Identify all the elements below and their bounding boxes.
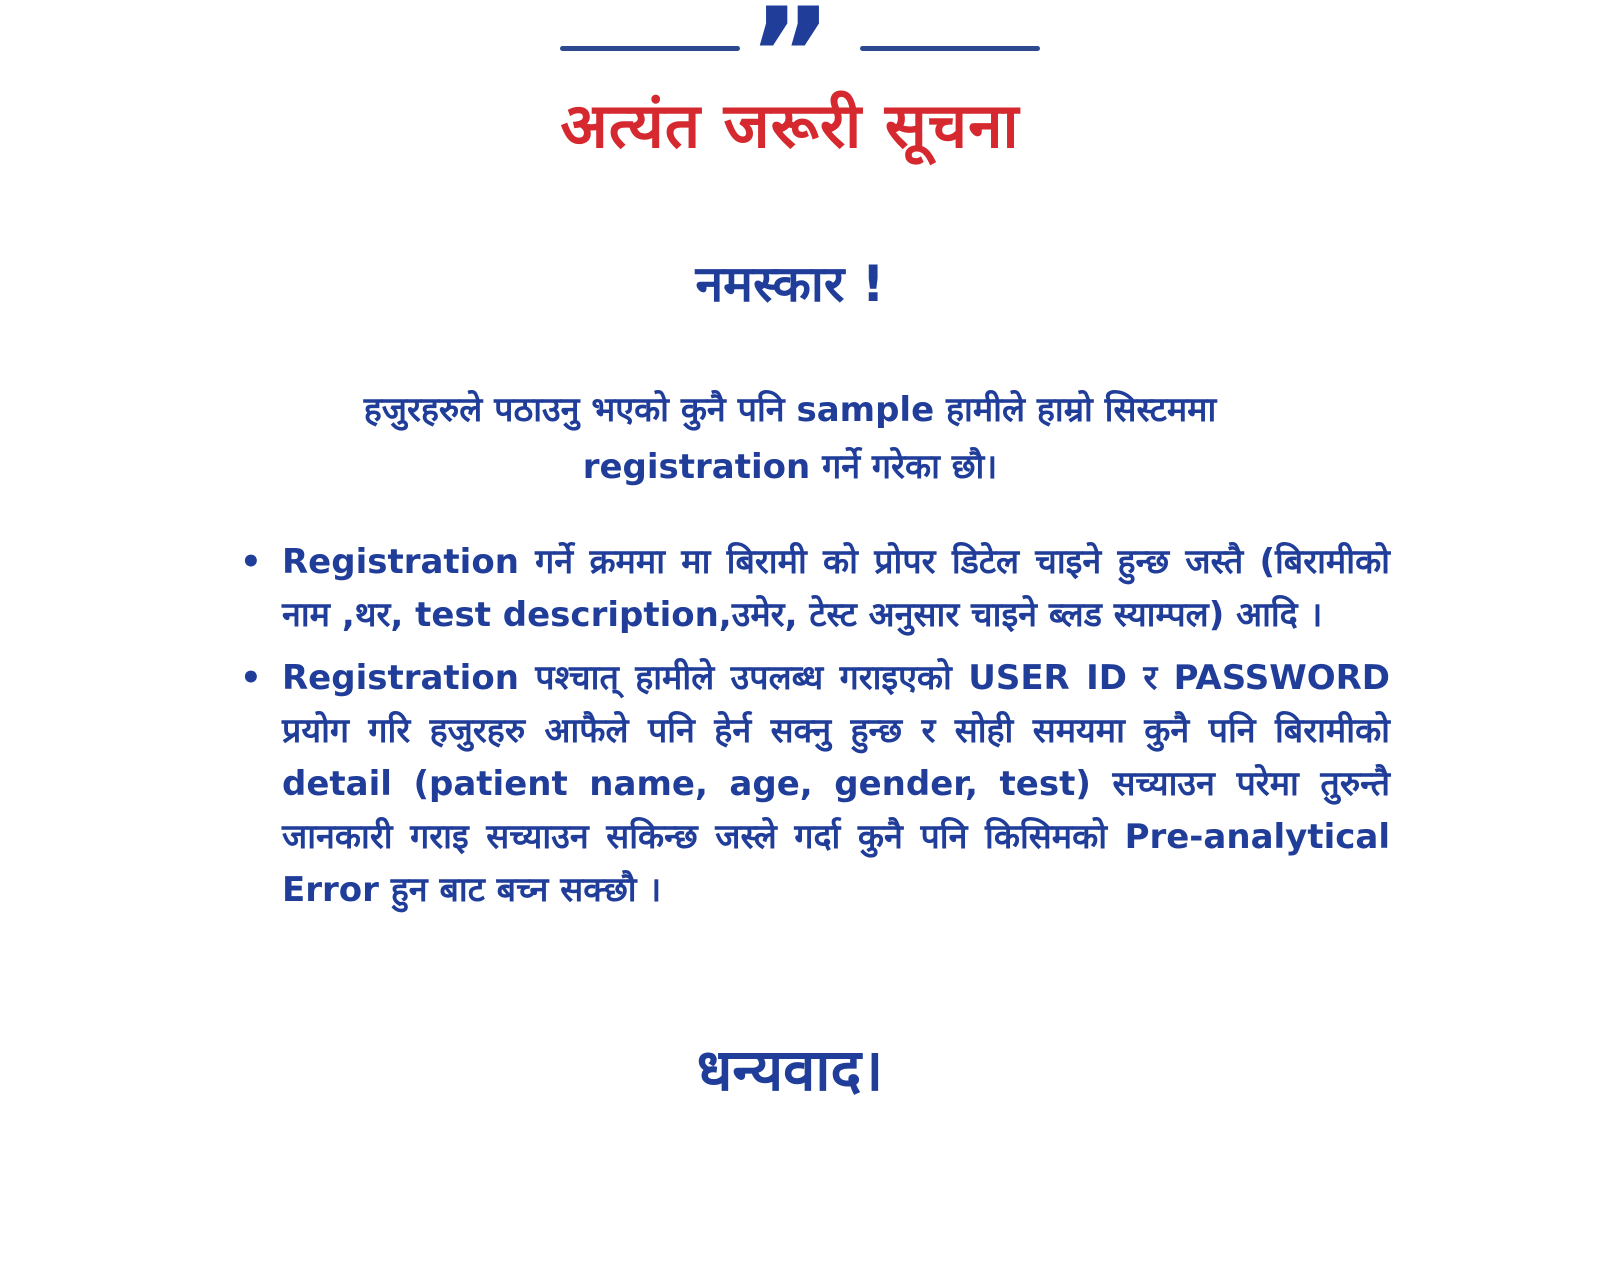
thanks-heading: धन्यवाद। [696, 1036, 884, 1104]
divider-line-left [560, 46, 740, 51]
quote-icon: ” [747, 0, 833, 130]
bullet-dot-icon: • [240, 658, 262, 698]
notice-bullet-list [240, 536, 1390, 927]
greeting-heading: नमस्कार ! [695, 255, 885, 313]
bullet-item [240, 536, 1390, 642]
notice-title: अत्यंत जरूरी सूचना [560, 89, 1020, 162]
bullet-item [240, 652, 1390, 917]
bullet-dot-icon: • [240, 542, 262, 582]
intro-paragraph [200, 382, 1380, 496]
bullet-text: Registration पश्चात् हामीले उपलब्ध गराइएको USER ID र PASSWORD प्रयोग गरि हजुरहरु आफैले पनि हेर्न सक्नु हुन्छ र सोही समयमा कुनै पनि बिरामीको detail (patient name, age, gender, test) सच्याउन परेमा तुरुन्तै जानकारी गराइ सच्याउन सकिन्छ जस्ले गर्दा कुनै पनि किसिमको Pre-analytical Error हुन बाट बच्न सक्छौ । [282, 658, 1390, 910]
intro-line-2: registration गर्ने गरेका छौ। [582, 447, 998, 487]
divider-line-right [860, 46, 1040, 51]
intro-line-1: हजुरहरुले पठाउनु भएको कुनै पनि sample हामीले हाम्रो सिस्टममा [363, 390, 1217, 430]
bullet-text: Registration गर्ने क्रममा मा बिरामी को प्रोपर डिटेल चाइने हुन्छ जस्तै (बिरामीको नाम ,थर, test description,उमेर, टेस्ट अनुसार चाइने ब्लड स्याम्पल) आदि । [282, 542, 1390, 635]
